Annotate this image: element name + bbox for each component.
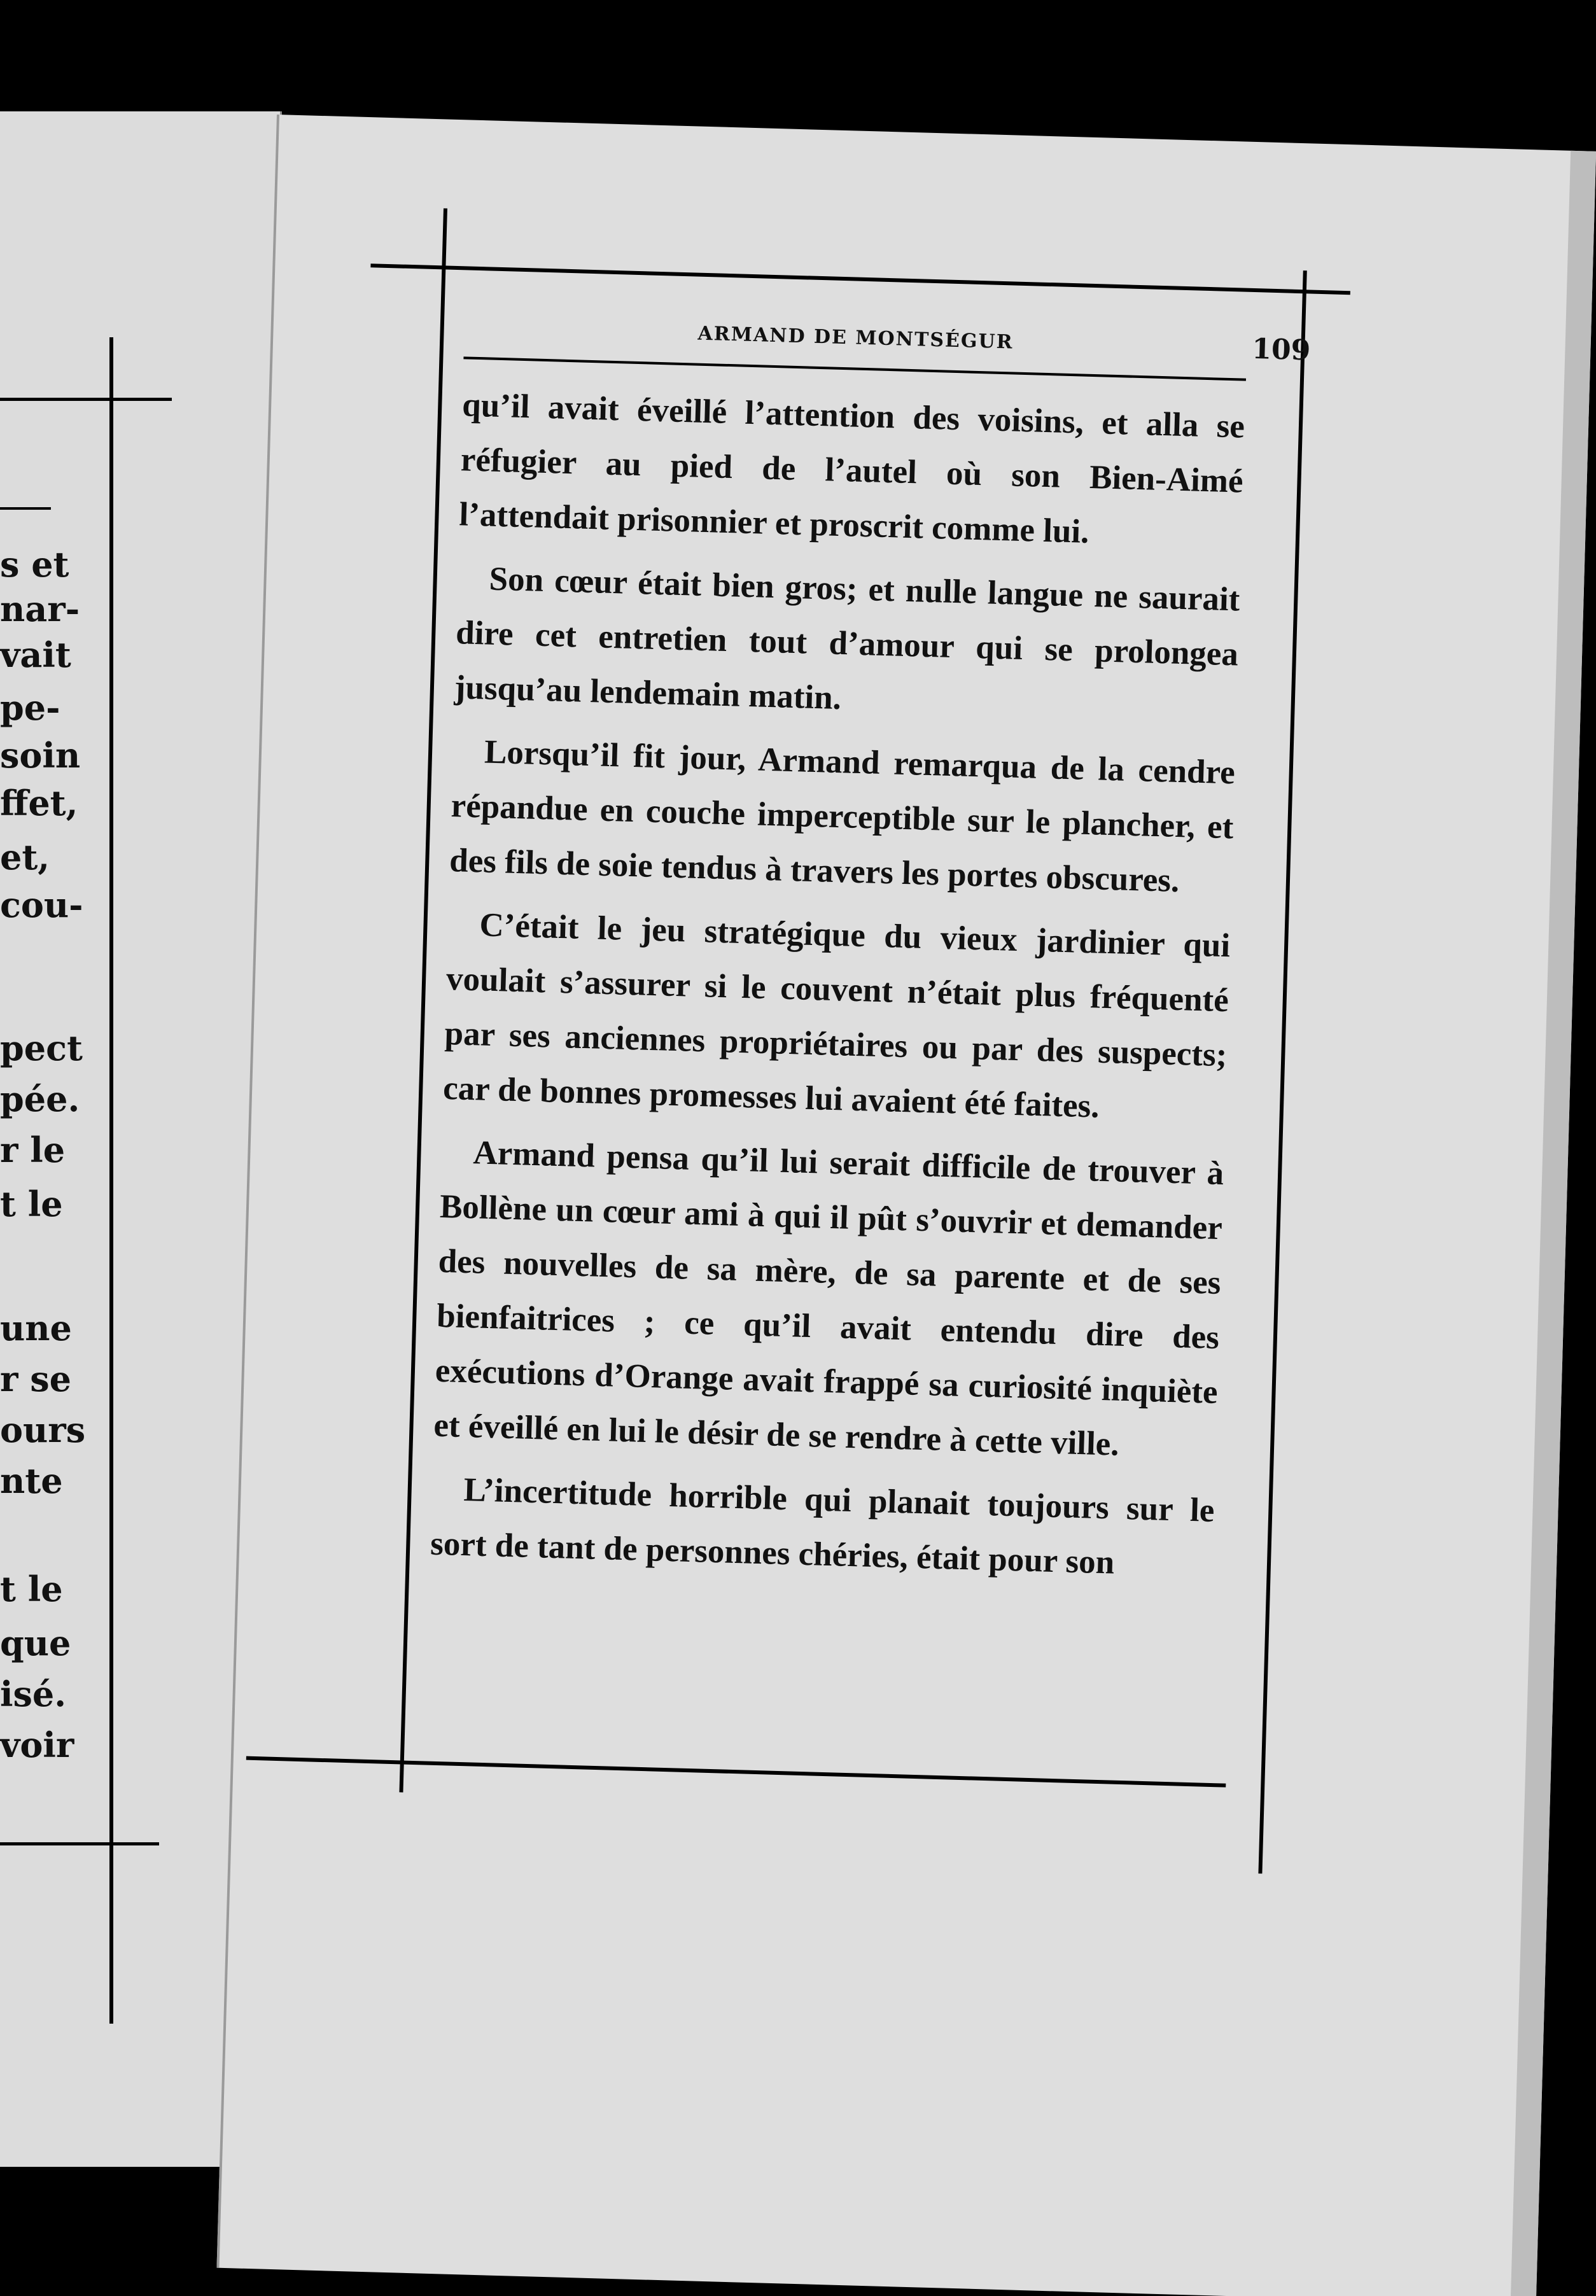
body-text bbox=[430, 377, 1245, 1602]
running-head: ARMAND DE MONTSÉGUR bbox=[697, 322, 1014, 354]
left-line: voir bbox=[0, 1725, 74, 1765]
left-line: soin bbox=[0, 735, 81, 776]
left-line: nte bbox=[0, 1460, 63, 1501]
frame-top-rule bbox=[370, 263, 1350, 295]
paragraph: L’incertitude horrible qui planait toujours sur le sort de tant de personnes chéries, était pour son bbox=[430, 1471, 1215, 1581]
left-line: t le bbox=[0, 1184, 63, 1224]
paragraph: C’était le jeu stratégique du vieux jardinier qui voulait s’assurer si le couvent n’était plus fréquenté par ses anciennes propriétaires ou par des suspects; car de bonnes promesses lui avaient été faites. bbox=[442, 906, 1231, 1125]
left-line: r se bbox=[0, 1359, 72, 1399]
left-line: une bbox=[0, 1308, 72, 1348]
paragraph: Armand pensa qu’il lui serait difficile de trouver à Bollène un cœur ami à qui il pût s’ouvrir et demander des nouvelles de sa mère, de sa parente et de ses bienfaitrices ; ce qu’il avait entendu dire des exécutions d’Orange avait frappé sa curiosité inquiète et éveillé en lui le désir de se rendre à cette ville. bbox=[433, 1134, 1224, 1463]
main-page bbox=[216, 115, 1596, 2296]
left-line: pect bbox=[0, 1028, 83, 1068]
left-line: ours bbox=[0, 1410, 86, 1450]
page-edge bbox=[1511, 151, 1596, 2296]
frame-bottom-rule bbox=[246, 1756, 1226, 1788]
page-number: 109 bbox=[1251, 332, 1311, 367]
paragraph: Son cœur était bien gros; et nulle langue ne saurait dire cet entretien tout d’amour qui se prolongea jusqu’au lendemain matin. bbox=[454, 560, 1241, 717]
left-line: t le bbox=[0, 1569, 63, 1609]
paragraph: qu’il avait éveillé l’attention des voisins, et alla se réfugier au pied de l’autel où son Bien-Aimé l’attendait prisonnier et proscrit comme lui. bbox=[458, 386, 1245, 550]
frame-right-rule bbox=[1258, 270, 1306, 1873]
left-line: pée. bbox=[0, 1079, 80, 1119]
left-line: vait bbox=[0, 634, 71, 675]
left-line: cou- bbox=[0, 885, 83, 925]
left-line: ffet, bbox=[0, 783, 78, 823]
left-line: et, bbox=[0, 837, 50, 878]
left-line: pe- bbox=[0, 687, 60, 728]
left-line: isé. bbox=[0, 1674, 67, 1714]
left-line: r le bbox=[0, 1130, 66, 1170]
paragraph: Lorsqu’il fit jour, Armand remarqua de la cendre répandue en couche imperceptible sur le plancher, et des fils de soie tendus à travers les portes obscures. bbox=[449, 733, 1236, 900]
left-line: que bbox=[0, 1623, 71, 1663]
left-line: nar- bbox=[0, 589, 80, 629]
left-line: s et bbox=[0, 544, 69, 585]
